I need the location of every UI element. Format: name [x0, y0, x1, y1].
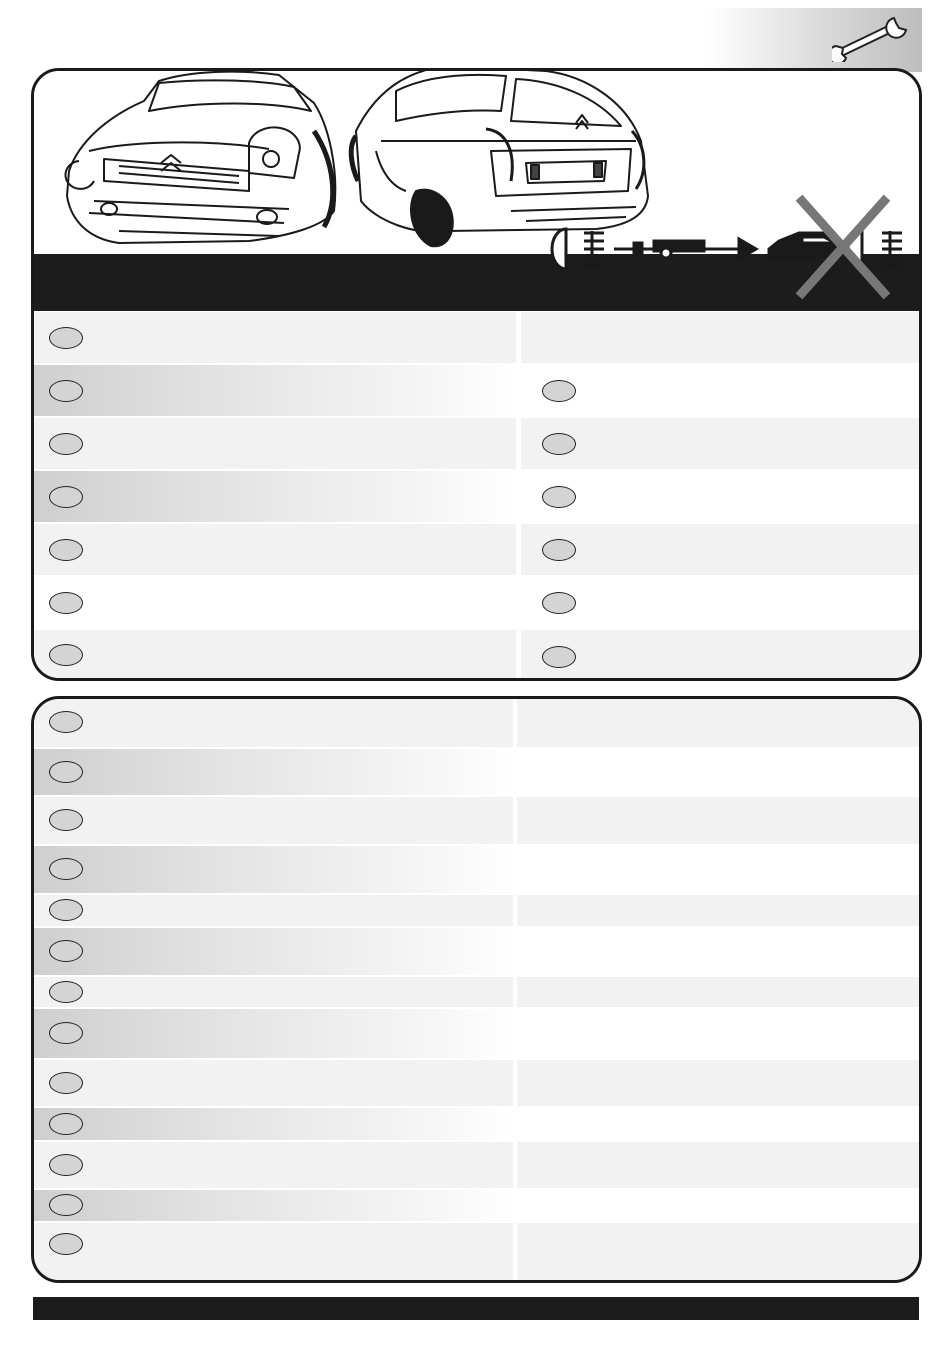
item-marker [49, 592, 83, 614]
item-marker [49, 940, 83, 962]
item-marker [49, 1233, 83, 1255]
item-marker [49, 539, 83, 561]
item-marker [49, 486, 83, 508]
item-marker [49, 380, 83, 402]
rear-fog-light-icon [552, 229, 566, 269]
item-marker [49, 1072, 83, 1094]
table-row [34, 797, 919, 844]
table-row [34, 1060, 919, 1106]
table-row [34, 1108, 919, 1140]
parts-list-panel [31, 696, 922, 1283]
footer-bar [33, 1297, 919, 1320]
item-marker [542, 646, 576, 668]
item-marker [542, 380, 576, 402]
item-marker [542, 592, 576, 614]
item-marker [49, 327, 83, 349]
item-marker [49, 1194, 83, 1216]
header-bar [34, 254, 919, 311]
item-marker [49, 981, 83, 1003]
item-marker [49, 1113, 83, 1135]
table-row [34, 1142, 919, 1188]
table-row [34, 418, 919, 469]
item-marker [49, 1154, 83, 1176]
item-marker [542, 486, 576, 508]
item-marker [49, 1022, 83, 1044]
table-row [34, 928, 919, 975]
table-row [34, 471, 919, 522]
table-row [34, 846, 919, 893]
table-row [34, 977, 919, 1007]
table-row [34, 1190, 919, 1221]
header-tab [708, 8, 922, 72]
rear-fog-light-diagram [544, 181, 914, 301]
table-row [34, 1009, 919, 1058]
table-row [34, 749, 919, 795]
item-marker [49, 809, 83, 831]
item-marker [49, 899, 83, 921]
vehicle-info-panel [31, 68, 922, 681]
arrow-right-icon [739, 239, 756, 259]
table-row [34, 577, 919, 628]
table-row [34, 312, 919, 363]
car-front-view-illustration [49, 68, 339, 261]
item-marker [49, 433, 83, 455]
table-row [34, 630, 919, 681]
table-row [34, 699, 919, 747]
item-marker [542, 539, 576, 561]
table-row [34, 524, 919, 575]
item-marker [49, 761, 83, 783]
item-marker [49, 711, 83, 733]
item-marker [49, 644, 83, 666]
item-marker [542, 433, 576, 455]
wrench-icon [832, 12, 912, 62]
item-marker [49, 858, 83, 880]
table-row [34, 1223, 919, 1283]
table-row [34, 895, 919, 926]
table-row [34, 365, 919, 416]
